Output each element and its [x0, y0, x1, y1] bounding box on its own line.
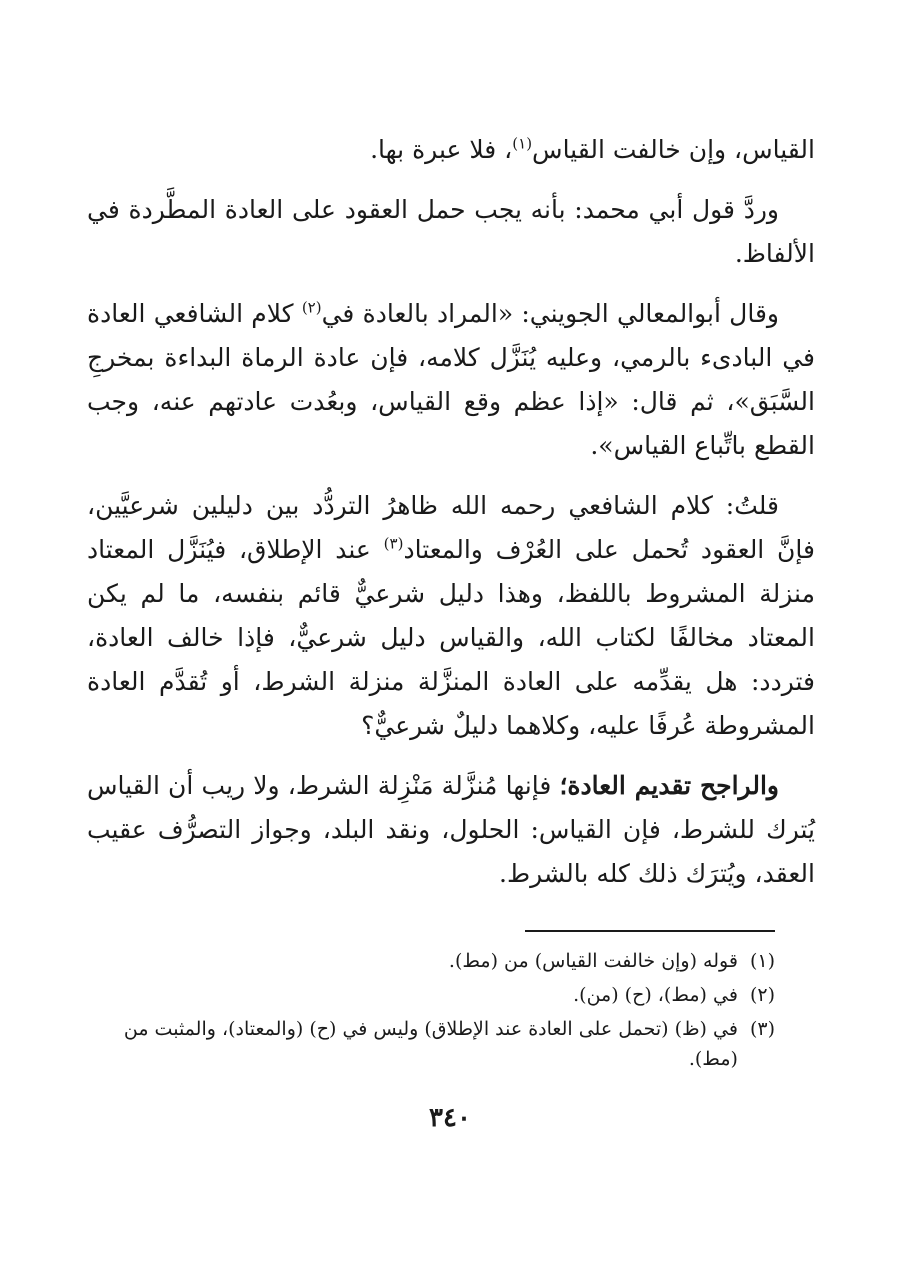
paragraph-2-text: وردَّ قول أبي محمد: بأنه يجب حمل العقود على العادة المطَّردة في الألفاظ.	[87, 195, 815, 268]
footnote-3-text: في (ظ) (تحمل على العادة عند الإطلاق) وليس في (ح) (والمعتاد)، والمثبت من (مط).	[123, 1018, 738, 1070]
paragraph-1-text-a: القياس، وإن خالفت القياس	[532, 135, 815, 164]
footnote-ref-3: (٣)	[383, 534, 404, 553]
footnote-1	[110, 946, 775, 976]
paragraph-1	[87, 128, 815, 172]
footnote-3	[110, 1014, 775, 1074]
footnote-1-text: قوله (وإن خالفت القياس) من (مط).	[448, 950, 738, 972]
footnote-1-number: (١)	[749, 950, 775, 972]
paragraph-5	[87, 764, 815, 896]
paragraph-1-text-b: ، فلا عبرة بها.	[370, 135, 513, 164]
paragraph-3-text-b: كلام الشافعي العادة في البادىء بالرمي، وعليه يُنَزَّل كلامه، فإن عادة الرماة البداءة بمخرجِ السَّبَق»، ثم قال: «إذا عظم وقع القياس، وبعُدت عادتهم عنه، وجب القطع باتِّباع القياس».	[87, 299, 815, 460]
paragraph-4	[87, 484, 815, 748]
page-number: ٣٤٠	[429, 1103, 471, 1133]
paragraph-4-text-b: عند الإطلاق، فيُنَزَّل المعتاد منزلة المشروط باللفظ، وهذا دليل شرعيٌّ قائم بنفسه، ما لم يكن المعتاد مخالفًا لكتاب الله، والقياس دليل شرعيٌّ، فإذا خالف العادة، فتردد: هل يقدِّمه على العادة المنزَّلة منزلة الشرط، أو تُقدَّم العادة المشروطة عُرفًا عليه، وكلاهما دليلٌ شرعيٌّ؟	[87, 535, 815, 740]
footnotes	[110, 946, 775, 1078]
paragraph-3-text-a: وقال أبوالمعالي الجويني: «المراد بالعادة في	[321, 299, 779, 328]
footnote-ref-2: (٢)	[301, 298, 322, 317]
footnote-separator	[525, 930, 775, 932]
paragraph-3	[87, 292, 815, 468]
paragraph-5-bold-lead: والراجح تقديم العادة؛	[559, 771, 779, 800]
footnote-3-number: (٣)	[749, 1018, 775, 1040]
paragraph-2	[87, 188, 815, 276]
footnote-2-number: (٢)	[749, 984, 775, 1006]
paragraph-5-text: فإنها مُنزَّلة مَنْزِلة الشرط، ولا ريب أن القياس يُترك للشرط، فإن القياس: الحلول، ونقد البلد، وجواز التصرُّف عقيب العقد، ويُترَك ذلك كله بالشرط.	[87, 771, 815, 888]
main-text	[87, 128, 815, 912]
paragraph-4-text-a: قلتُ: كلام الشافعي رحمه الله ظاهرُ التردُّد بين دليلين شرعيَّين، فإنَّ العقود تُحمل على العُرْف والمعتاد	[87, 491, 815, 564]
footnote-2-text: في (مط)، (ح) (من).	[573, 984, 738, 1006]
footnote-2	[110, 980, 775, 1010]
footnote-ref-1: (١)	[512, 134, 533, 153]
